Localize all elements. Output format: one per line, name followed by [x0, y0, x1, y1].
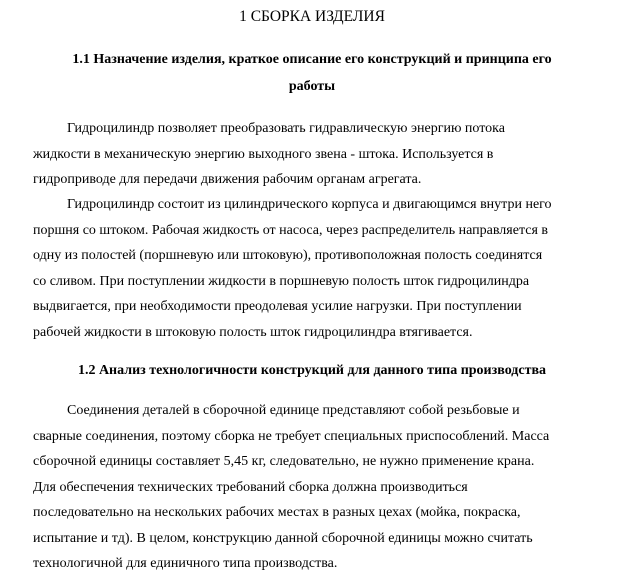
paragraph-manufacturability: [33, 398, 593, 577]
paragraph-line: Гидроцилиндр состоит из цилиндрического корпуса и двигающимся внутри него: [67, 197, 552, 212]
paragraph-line: Гидроцилиндр позволяет преобразовать гидравлическую энергию потока: [67, 121, 505, 136]
subsection-heading-1-1: [0, 46, 624, 100]
subsection-heading-1-2: 1.2 Анализ технологичности конструкций для данного типа производства: [77, 363, 547, 378]
paragraph-line: рабочей жидкости в штоковую полость шток гидроцилиндра втягивается.: [33, 324, 473, 340]
paragraph-line: сварные соединения, поэтому сборка не требует специальных приспособлений. Масса: [33, 428, 550, 444]
paragraph-line: гидроприводе для передачи движения рабочим органам агрегата.: [33, 172, 422, 187]
paragraph-construction: [33, 192, 593, 345]
heading-line: 1.1 Назначение изделия, краткое описание его конструкций и принципа его: [72, 52, 552, 67]
paragraph-line: Для обеспечения технических требований сборка должна производиться: [33, 479, 468, 495]
paragraph-line: технологичной для единичного типа производства.: [33, 556, 338, 571]
section-title: 1 СБОРКА ИЗДЕЛИЯ: [239, 8, 385, 25]
paragraph-line: выдвигается, при необходимости преодолевая усилие нагрузки. При поступлении: [33, 299, 522, 314]
paragraph-line: поршня со штоком. Рабочая жидкость от насоса, через распределитель направляется в: [33, 222, 548, 238]
paragraph-line: сборочной единицы составляет 5,45 кг, следовательно, не нужно применение крана.: [33, 454, 535, 469]
paragraph-line: жидкости в механическую энергию выходного звена - штока. Используется в: [33, 146, 494, 162]
paragraph-line: со сливом. При поступлении жидкости в поршневую полость шток гидроцилиндра: [33, 273, 530, 289]
paragraph-purpose: [33, 116, 593, 193]
paragraph-line: последовательно на нескольких рабочих местах в разных цехах (мойка, покраска,: [33, 505, 521, 520]
paragraph-line: Соединения деталей в сборочной единице представляют собой резьбовые и: [67, 403, 520, 418]
paragraph-line: одну из полостей (поршневую или штоковую), противоположная полость соединятся: [33, 248, 543, 263]
paragraph-line: испытание и тд). В целом, конструкцию данной сборочной единицы можно считать: [33, 530, 533, 546]
heading-line: работы: [288, 79, 336, 94]
